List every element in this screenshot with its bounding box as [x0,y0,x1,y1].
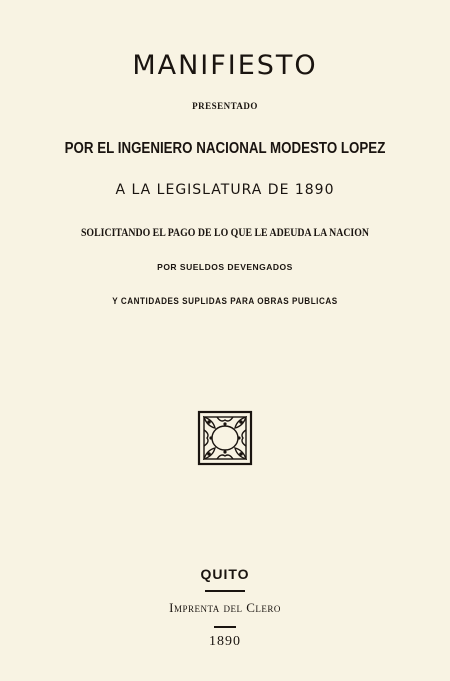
divider-rule [214,626,236,628]
presented-label: PRESENTADO [192,101,258,111]
amounts-line: Y CANTIDADES SUPLIDAS PARA OBRAS PUBLICAS [112,296,338,306]
request-line: SOLICITANDO EL PAGO DE LO QUE LE ADEUDA LA NACION [80,225,370,239]
legislature-line: A LA LEGISLATURA DE 1890 [115,182,335,198]
salaries-line: POR SUELDOS DEVENGADOS [157,262,293,272]
author-line: POR EL INGENIERO NACIONAL MODESTO LOPEZ [64,140,386,157]
publication-year: 1890 [209,634,241,649]
printer-name: Imprenta del Clero [169,600,281,615]
document-title: MANIFIESTO [132,50,318,81]
decorative-square-ornament-icon [195,408,255,468]
divider-rule [205,590,245,592]
city-name: QUITO [200,566,250,582]
